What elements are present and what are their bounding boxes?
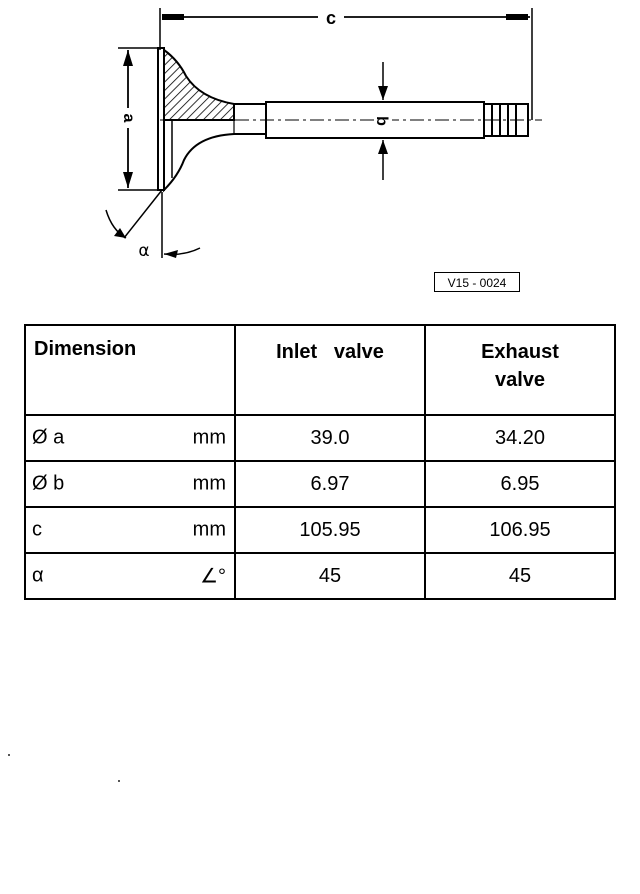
dimension-unit: ∠° (200, 565, 226, 588)
dimension-a (118, 48, 160, 190)
label-b: b (373, 116, 390, 126)
label-alpha: α (138, 241, 150, 261)
scan-speck (8, 754, 10, 756)
dimension-symbol: Ø b (32, 472, 65, 495)
exhaust-value: 34.20 (425, 415, 615, 461)
dimension-symbol: Ø a (32, 426, 65, 449)
exhaust-value: 106.95 (425, 507, 615, 553)
inlet-value: 6.97 (235, 461, 425, 507)
table-row (25, 461, 615, 507)
dimension-alpha (106, 190, 200, 261)
table-header-row (25, 325, 615, 415)
dimension-cell (25, 553, 235, 599)
inlet-value: 39.0 (235, 415, 425, 461)
dimension-cell (25, 507, 235, 553)
inlet-value: 105.95 (235, 507, 425, 553)
table-row (25, 507, 615, 553)
exhaust-value: 6.95 (425, 461, 615, 507)
dimension-cell (25, 461, 235, 507)
dimension-symbol: α (32, 564, 44, 587)
valve-spec-table (24, 324, 616, 600)
dimension-cell (25, 415, 235, 461)
scan-speck (118, 780, 120, 782)
exhaust-value: 45 (425, 553, 615, 599)
dimension-symbol: c (32, 518, 42, 541)
header-dimension: Dimension (25, 325, 235, 415)
figure-reference: V15 - 0024 (434, 272, 520, 292)
dimension-unit: mm (192, 518, 226, 541)
label-a: a (120, 113, 137, 123)
table-row (25, 553, 615, 599)
valve-diagram (0, 0, 640, 300)
label-c: c (325, 8, 337, 28)
dimension-b (373, 62, 392, 180)
header-exhaust-valve (425, 325, 615, 415)
table-row (25, 415, 615, 461)
dimension-unit: mm (192, 426, 226, 449)
inlet-value: 45 (235, 553, 425, 599)
header-exhaust-valve-text: Exhaust valve (481, 341, 559, 391)
header-inlet-valve: Inlet valve (235, 325, 425, 415)
dimension-unit: mm (192, 472, 226, 495)
valve-body (158, 48, 542, 190)
